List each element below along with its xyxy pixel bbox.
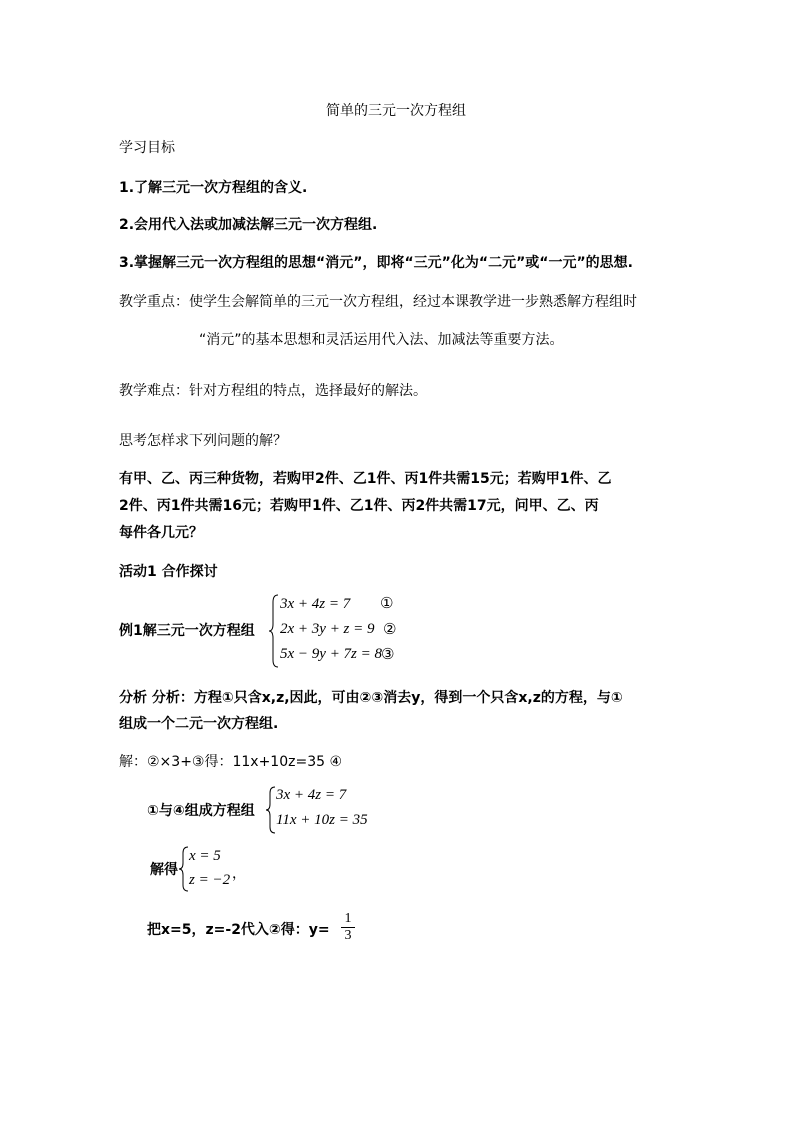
problem-line-1: 有甲、乙、丙三种货物，若购甲2件、乙1件、丙1件共需15元；若购甲1件、乙 [119, 471, 612, 487]
objective-2: 2.会用代入法或加减法解三元一次方程组. [119, 217, 378, 233]
solve-label: 解得 [150, 862, 178, 878]
left-brace-icon [179, 846, 189, 892]
system3-eq-1: x = 5 [189, 848, 221, 864]
system1-mark-1: ① [380, 594, 394, 612]
left-brace-icon [269, 594, 279, 668]
left-brace-icon [266, 786, 276, 834]
analysis-line-2: 组成一个二元一次方程组. [119, 716, 279, 732]
system1-mark-3: ③ [381, 645, 395, 663]
substitute-line: 把x=5，z=-2代入②得：y= [147, 922, 330, 938]
teaching-difficulty: 教学难点：针对方程组的特点，选择最好的解法。 [119, 383, 427, 399]
teaching-focus-line-2: “消元”的基本思想和灵活运用代入法、加减法等重要方法。 [199, 332, 564, 348]
analysis-line-1: 分析 分析：方程①只含x,z,因此，可由②③消去y，得到一个只含x,z的方程，与① [119, 690, 623, 706]
teaching-focus-line-1: 教学重点：使学生会解简单的三元一次方程组，经过本课教学进一步熟悉解方程组时 [119, 294, 637, 310]
system1-eq-2: 2x + 3y + z = 9 [280, 621, 375, 637]
problem-line-2: 2件、丙1件共需16元；若购甲1件、乙1件、丙2件共需17元，问甲、乙、丙 [119, 498, 599, 514]
objective-3: 3.掌握解三元一次方程组的思想“消元”，即将“三元”化为“二元”或“一元”的思想. [119, 255, 633, 271]
activity-heading: 活动1 合作探讨 [119, 564, 218, 580]
y-fraction [341, 911, 355, 944]
system2-eq-2: 11x + 10z = 35 [276, 812, 368, 828]
system2-eq-1: 3x + 4z = 7 [276, 787, 347, 803]
system1-eq-1: 3x + 4z = 7 [280, 596, 351, 612]
objectives-heading: 学习目标 [119, 140, 175, 156]
system1-eq-3: 5x − 9y + 7z = 8 [280, 646, 383, 662]
combine-label: ①与④组成方程组 [147, 803, 255, 819]
system1-mark-2: ② [383, 620, 397, 638]
solution-step: 解：②×3+③得：11x+10z=35 ④ [119, 754, 343, 770]
system3-eq-2: z = −2 [189, 872, 231, 888]
example-label: 例1解三元一次方程组 [119, 623, 255, 639]
think-question: 思考怎样求下列问题的解？ [119, 433, 287, 449]
y-fraction-numerator: 1 [341, 911, 355, 928]
solve-suffix: ， [232, 866, 246, 882]
objective-1: 1.了解三元一次方程组的含义. [119, 180, 308, 196]
page-title: 简单的三元一次方程组 [326, 103, 466, 119]
problem-line-3: 每件各几元？ [119, 525, 203, 541]
y-fraction-denominator: 3 [344, 928, 352, 943]
